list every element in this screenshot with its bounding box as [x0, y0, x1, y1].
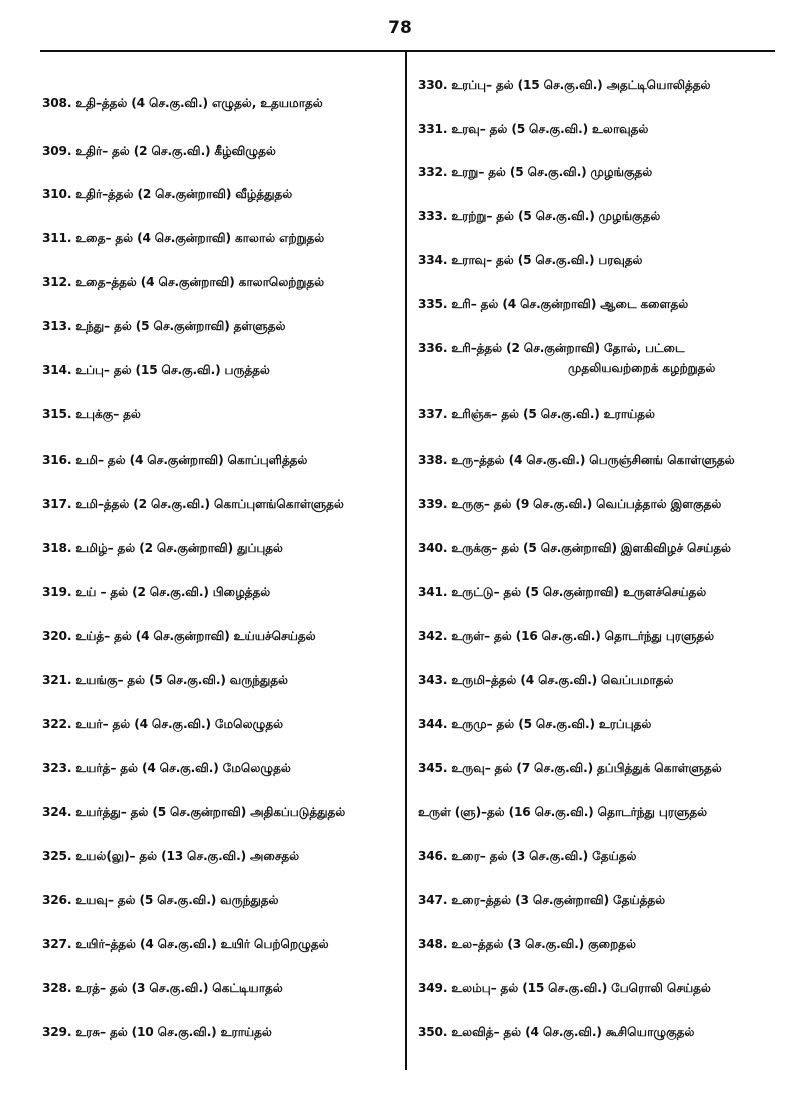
dictionary-entry: 325. உயல்(லு)– தல் (13 செ.கு.வி.) அசைதல் [42, 849, 300, 863]
dictionary-entry: 346. உரை– தல் (3 செ.கு.வி.) தேய்தல் [418, 849, 637, 863]
dictionary-entry: 338. உரு–த்தல் (4 செ.கு.வி.) பெருஞ்சினங் கொள்ளுதல் [418, 453, 735, 467]
dictionary-entry: 322. உயர்– தல் (4 செ.கு.வி.) மேலெழுதல் [42, 717, 284, 731]
dictionary-entry: 341. உருட்டு– தல் (5 செ.குன்றாவி) உருளச்செய்தல் [418, 585, 707, 599]
dictionary-entry: 309. உதிர்– தல் (2 செ.கு.வி.) கீழ்விழுதல் [42, 144, 276, 158]
dictionary-entry: 320. உய்த்– தல் (4 செ.குன்றாவி) உய்யச்செய்தல் [42, 629, 316, 643]
dictionary-entry: 328. உரத்– தல் (3 செ.கு.வி.) கெட்டியாதல் [42, 981, 283, 995]
dictionary-entry: 308. உதி–த்தல் (4 செ.கு.வி.) எழுதல், உதயமாதல் [42, 96, 323, 110]
dictionary-entry: 321. உயங்கு– தல் (5 செ.கு.வி.) வருந்துதல் [42, 673, 288, 687]
dictionary-entry: 314. உப்பு– தல் (15 செ.கு.வி.) பருத்தல் [42, 363, 270, 377]
dictionary-entry: 337. உரிஞ்சு– தல் (5 செ.கு.வி.) உராய்தல் [418, 407, 655, 421]
dictionary-entry: 317. உமி–த்தல் (2 செ.கு.வி.) கொப்புளங்கொள்ளுதல் [42, 497, 344, 511]
dictionary-entry: 342. உருள்– தல் (16 செ.கு.வி.) தொடர்ந்து புரளுதல் [418, 629, 715, 643]
entry-continuation-text: முதலியவற்றைக் கழற்றுதல் [568, 361, 716, 375]
dictionary-entry: 349. உலம்பு– தல் (15 செ.கு.வி.) பேரொலி செய்தல் [418, 981, 711, 995]
dictionary-entry: 340. உருக்கு– தல் (5 செ.குன்றாவி) இளகிவிழச் செய்தல் [418, 541, 731, 555]
dictionary-entry: 348. உல–த்தல் (3 செ.கு.வி.) குறைதல் [418, 937, 636, 951]
dictionary-entry: 311. உதை– தல் (4 செ.குன்றாவி) காலால் எற்றுதல் [42, 231, 325, 245]
page-number: 78 [388, 18, 412, 38]
dictionary-entry: உருள் (ளு)–தல் (16 செ.கு.வி.) தொடர்ந்து புரளுதல் [418, 805, 708, 819]
dictionary-entry [418, 338, 788, 378]
dictionary-entry: 318. உமிழ்– தல் (2 செ.குன்றாவி) துப்புதல் [42, 541, 283, 555]
dictionary-entry: 344. உருமு– தல் (5 செ.கு.வி.) உரப்புதல் [418, 717, 652, 731]
dictionary-entry: 323. உயர்த்– தல் (4 செ.கு.வி.) மேலெழுதல் [42, 761, 291, 775]
dictionary-entry: 345. உருவு– தல் (7 செ.கு.வி.) தப்பித்துக் கொள்ளுதல் [418, 761, 722, 775]
column-divider [405, 52, 407, 1070]
dictionary-entry: 335. உரி– தல் (4 செ.குன்றாவி) ஆடை களைதல் [418, 297, 689, 311]
dictionary-entry: 316. உமி– தல் (4 செ.குன்றாவி) கொப்புளித்தல் [42, 453, 308, 467]
dictionary-entry: 350. உலவித்– தல் (4 செ.கு.வி.) கூசியொழுகுதல் [418, 1025, 695, 1039]
dictionary-entry: 327. உயிர்–த்தல் (4 செ.கு.வி.) உயிர் பெற்றெழுதல் [42, 937, 329, 951]
dictionary-entry: 334. உராவு– தல் (5 செ.கு.வி.) பரவுதல் [418, 253, 643, 267]
dictionary-entry: 330. உரப்பு– தல் (15 செ.கு.வி.) அதட்டியொலித்தல் [418, 78, 711, 92]
dictionary-entry: 310. உதிர்–த்தல் (2 செ.குன்றாவி) வீழ்த்துதல் [42, 187, 293, 201]
dictionary-entry: 329. உரசு– தல் (10 செ.கு.வி.) உராய்தல் [42, 1025, 272, 1039]
dictionary-entry: 331. உரவு– தல் (5 செ.கு.வி.) உலாவுதல் [418, 122, 649, 136]
dictionary-entry: 332. உரறு– தல் (5 செ.கு.வி.) முழங்குதல் [418, 165, 653, 179]
dictionary-entry: 324. உயர்த்து– தல் (5 செ.குன்றாவி) அதிகப்படுத்துதல் [42, 805, 346, 819]
dictionary-entry: 347. உரை–த்தல் (3 செ.குன்றாவி) தேய்த்தல் [418, 893, 666, 907]
header-rule [40, 50, 775, 52]
dictionary-entry: 315. உபுக்கு– தல் [42, 407, 141, 421]
dictionary-entry: 319. உய் – தல் (2 செ.கு.வி.) பிழைத்தல் [42, 585, 271, 599]
dictionary-entry: 333. உரற்று– தல் (5 செ.கு.வி.) முழங்குதல் [418, 209, 661, 223]
dictionary-entry: 326. உயவு– தல் (5 செ.கு.வி.) வருந்துதல் [42, 893, 279, 907]
dictionary-entry: 339. உருகு– தல் (9 செ.கு.வி.) வெப்பத்தால் இளகுதல் [418, 497, 722, 511]
entry-main-text: 336. உரி–த்தல் (2 செ.குன்றாவி) தோல், பட்டை [418, 341, 685, 355]
dictionary-entry: 312. உதை–த்தல் (4 செ.குன்றாவி) காலாலெற்றுதல் [42, 275, 325, 289]
dictionary-entry: 313. உந்து– தல் (5 செ.குன்றாவி) தள்ளுதல் [42, 319, 286, 333]
dictionary-entry: 343. உருமி–த்தல் (4 செ.கு.வி.) வெப்பமாதல் [418, 673, 674, 687]
